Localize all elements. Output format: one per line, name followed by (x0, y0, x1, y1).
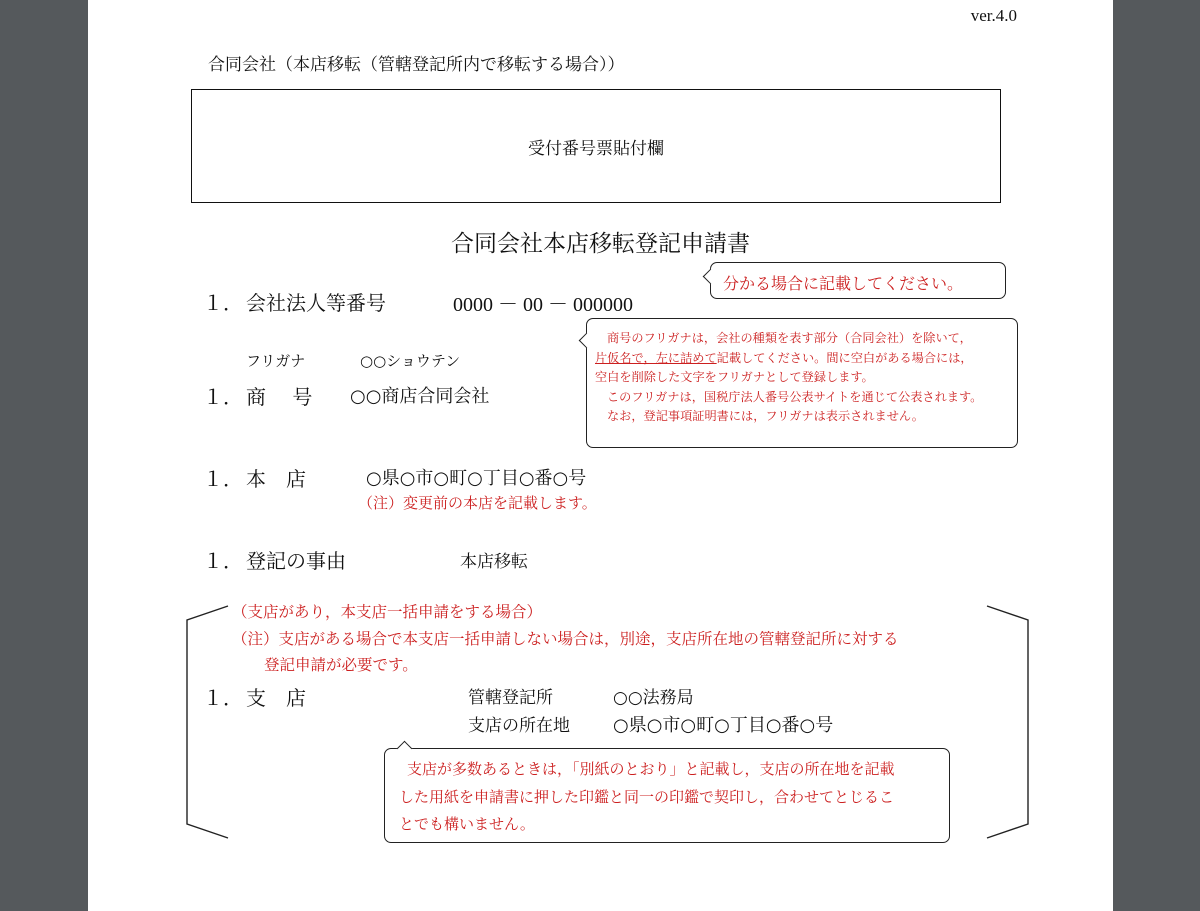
callout-tail (397, 741, 413, 757)
item-marker: １． (203, 291, 243, 315)
registry-value: ○○法務局 (613, 688, 694, 708)
head-office-note: （注）変更前の本店を記載します。 (358, 494, 597, 512)
item-marker: １． (203, 467, 243, 491)
trade-name-value: ○○商店合同会社 (350, 386, 490, 407)
item-marker: １． (203, 549, 243, 573)
head-office-value: ○県○市○町○丁目○番○号 (366, 468, 587, 489)
furigana-note-line: このフリガナは，国税庁法人番号公表サイトを通じて公表されます。 (607, 389, 983, 404)
branch-note-line2: 登記申請が必要です。 (264, 656, 418, 674)
item-marker: １． (203, 385, 243, 409)
reason-label: 登記の事由 (246, 549, 346, 573)
head-office-label: 本 店 (246, 467, 306, 491)
item-marker: １． (203, 686, 243, 710)
reason-value: 本店移転 (460, 552, 528, 572)
branch-location-label: 支店の所在地 (468, 716, 570, 736)
furigana-note-line (595, 349, 1011, 369)
corp-number-value: 0000 － 00 － 000000 (453, 294, 633, 316)
receipt-stamp-box (191, 89, 1001, 203)
trade-name-label: 商 号 (246, 385, 313, 409)
document-title: 合同会社本店移転登記申請書 (451, 231, 750, 257)
corp-number-note: 分かる場合に記載してください。 (723, 274, 964, 293)
furigana-value: ○○ショウテン (360, 352, 461, 370)
version-label: ver.4.0 (970, 6, 1017, 25)
furigana-label: フリガナ (246, 352, 306, 370)
branch-condition: （支店があり，本支店一括申請をする場合） (232, 603, 543, 621)
branch-note-line1: （注）支店がある場合で本支店一括申請しない場合は，別途，支店所在地の管轄登記所に対する (232, 630, 899, 648)
document-page (88, 0, 1113, 911)
branch-callout-line: とでも構いません。 (399, 815, 535, 833)
furigana-note-line: なお，登記事項証明書には，フリガナは表示されません。 (607, 409, 924, 423)
callout-tail (579, 333, 595, 349)
right-bracket (973, 600, 1033, 840)
branch-label: 支 店 (246, 686, 306, 710)
furigana-note-line: 商号のフリガナは，会社の種類を表す部分（合同会社）を除いて， (607, 331, 972, 345)
receipt-stamp-label: 受付番号票貼付欄 (528, 138, 664, 159)
corp-number-callout (710, 262, 1006, 299)
furigana-note-rest: 記載してください。間に空白がある場合には， (716, 350, 973, 365)
branch-callout-line: した用紙を申請書に押した印鑑と同一の印鑑で契印し，合わせてとじるこ (399, 787, 895, 806)
furigana-callout (586, 318, 1018, 448)
corp-number-label: 会社法人等番号 (246, 291, 386, 315)
branch-location-value: ○県○市○町○丁目○番○号 (613, 715, 834, 736)
branch-callout-line: 支店が多数あるときは，「別紙のとおり」と記載し，支店の所在地を記載 (407, 760, 895, 778)
callout-tail (703, 269, 719, 285)
registry-label: 管轄登記所 (468, 688, 553, 708)
document-heading: 合同会社（本店移転（管轄登記所内で移転する場合）） (208, 55, 625, 75)
furigana-note-underlined: 片仮名で，左に詰めて (595, 350, 717, 365)
furigana-note-line: 空白を削除した文字をフリガナとして登録します。 (595, 370, 874, 384)
branch-callout (384, 748, 950, 843)
